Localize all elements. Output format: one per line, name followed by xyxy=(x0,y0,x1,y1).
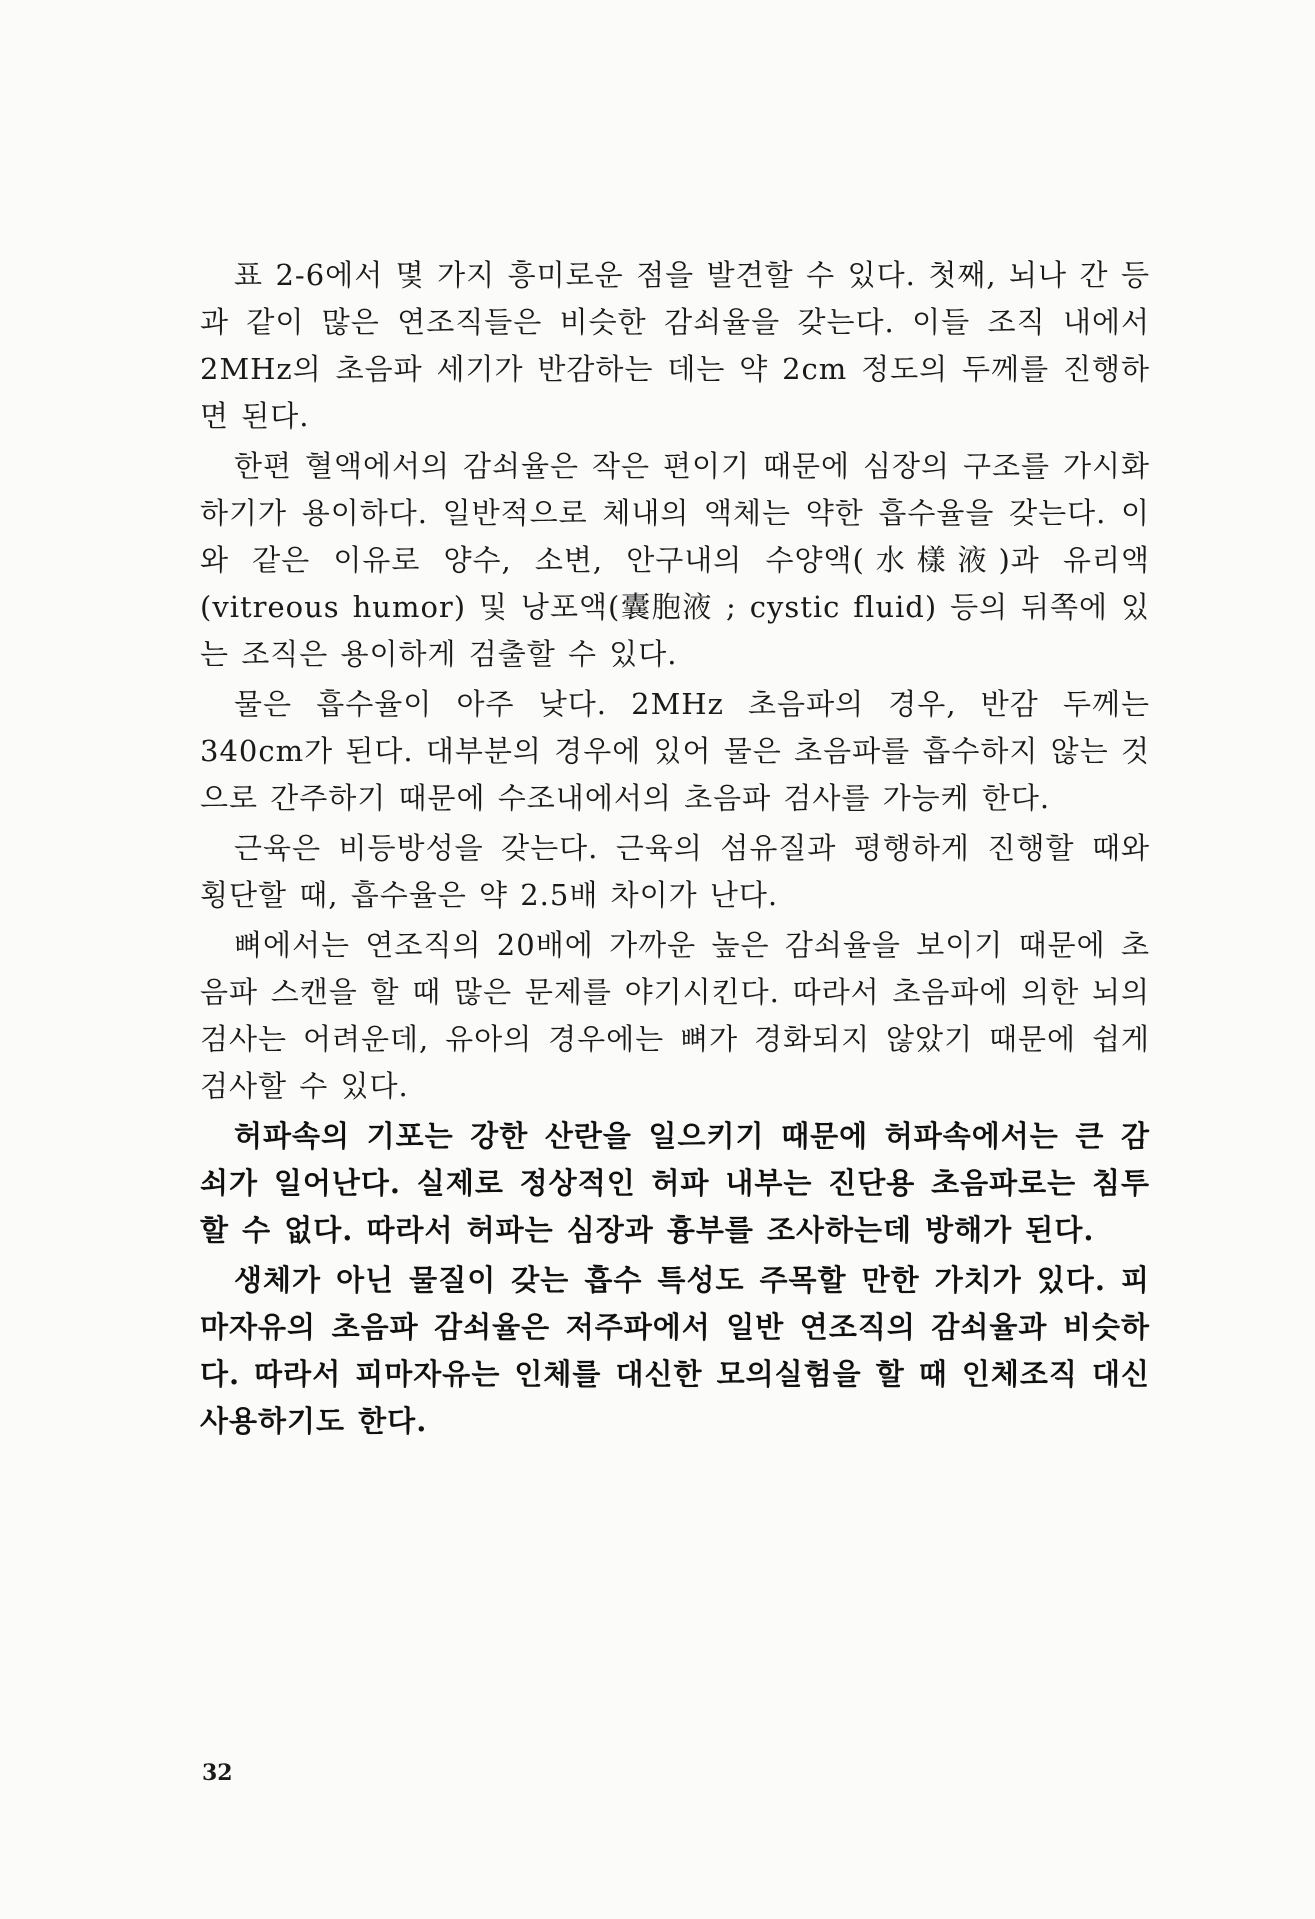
body-text xyxy=(200,252,1150,1448)
paragraph-water: 물은 흡수율이 아주 낮다. 2MHz 초음파의 경우, 반감 두께는 340cm가 된다. 대부분의 경우에 있어 물은 초음파를 흡수하지 않는 것으로 간주하기 때문에 수조내에서의 초음파 검사를 가능케 한다. xyxy=(200,687,1150,815)
paragraph-bone: 뼈에서는 연조직의 20배에 가까운 높은 감쇠율을 보이기 때문에 초음파 스캔을 할 때 많은 문제를 야기시킨다. 따라서 초음파에 의한 뇌의 검사는 어려운데, 유아의 경우에는 뼈가 경화되지 않았기 때문에 쉽게 검사할 수 있다. xyxy=(200,928,1150,1103)
page-number: 32 xyxy=(202,1760,233,1786)
paragraph-blood-and-fluids: 한편 혈액에서의 감쇠율은 작은 편이기 때문에 심장의 구조를 가시화하기가 용이하다. 일반적으로 체내의 액체는 약한 흡수율을 갖는다. 이와 같은 이유로 양수, 소변, 안구내의 수양액(水樣液)과 유리액(vitreous humor) 및 낭포액(囊胞液 ; cystic fluid) 등의 뒤쪽에 있는 조직은 용이하게 검출할 수 있다. xyxy=(200,449,1150,671)
paragraph-castor-oil: 생체가 아닌 물질이 갖는 흡수 특성도 주목할 만한 가치가 있다. 피마자유의 초음파 감쇠율은 저주파에서 일반 연조직의 감쇠율과 비슷하다. 따라서 피마자유는 인체를 대신한 모의실험을 할 때 인체조직 대신 사용하기도 한다. xyxy=(200,1263,1150,1438)
paragraph-lung: 허파속의 기포는 강한 산란을 일으키기 때문에 허파속에서는 큰 감쇠가 일어난다. 실제로 정상적인 허파 내부는 진단용 초음파로는 침투할 수 없다. 따라서 허파는 심장과 흉부를 조사하는데 방해가 된다. xyxy=(200,1119,1150,1247)
paragraph-attenuation-soft-tissue: 표 2-6에서 몇 가지 흥미로운 점을 발견할 수 있다. 첫째, 뇌나 간 등과 같이 많은 연조직들은 비슷한 감쇠율을 갖는다. 이들 조직 내에서 2MHz의 초음파 세기가 반감하는 데는 약 2cm 정도의 두께를 진행하면 된다. xyxy=(200,258,1150,433)
paragraph-muscle: 근육은 비등방성을 갖는다. 근육의 섬유질과 평행하게 진행할 때와 횡단할 때, 흡수율은 약 2.5배 차이가 난다. xyxy=(200,831,1150,912)
